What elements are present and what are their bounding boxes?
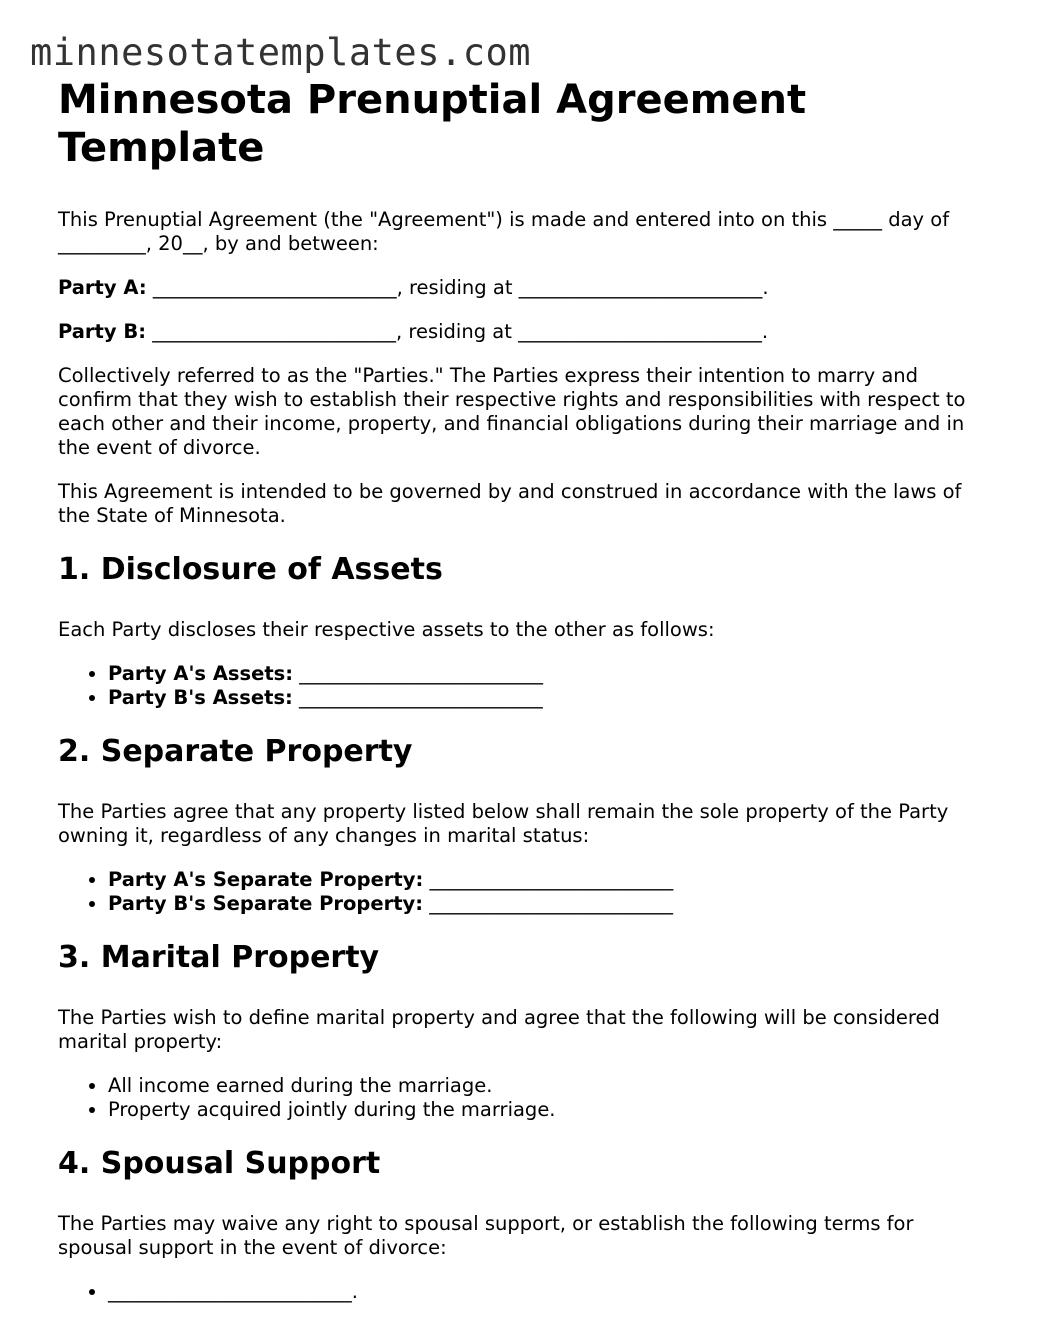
section-2-list	[58, 868, 988, 916]
party-a-line	[58, 276, 988, 300]
list-item	[108, 686, 988, 710]
party-b-label: Party B:	[58, 320, 147, 343]
list-item	[108, 662, 988, 686]
page-title: Minnesota Prenuptial Agreement Template	[58, 77, 807, 171]
section-1-heading: 1. Disclosure of Assets	[58, 552, 443, 587]
watermark: minnesotatemplates.com	[30, 31, 532, 74]
governing-law-paragraph: This Agreement is intended to be governed by and construed in accordance with the laws of the State of Minnesota.	[58, 480, 962, 527]
section-2-heading: 2. Separate Property	[58, 734, 413, 769]
party-b-line	[58, 320, 988, 344]
list-item-label: Party A's Separate Property:	[108, 868, 424, 891]
section-3-list	[58, 1074, 988, 1122]
intro-paragraph: This Prenuptial Agreement (the "Agreement") is made and entered into on this _____ day of _________, 20__, by and between:	[58, 208, 950, 255]
collective-paragraph: Collectively referred to as the "Parties." The Parties express their intention to marry and confirm that they wish to establish their respective rights and responsibilities with respect to each other and their income, property, and financial obligations during their marriage and in the event of divorce.	[58, 364, 966, 459]
list-item	[108, 868, 988, 892]
document	[58, 76, 988, 1324]
list-item-label: Party B's Assets:	[108, 686, 293, 709]
list-item: • All income earned during the marriage.	[108, 1074, 988, 1098]
party-a-text: _________________________, residing at _________________________.	[146, 276, 769, 299]
party-b-text: _________________________, residing at _________________________.	[146, 320, 769, 343]
list-item-text: _________________________	[423, 892, 673, 915]
section-4-body: The Parties may waive any right to spousal support, or establish the following terms for spousal support in the event of divorce:	[58, 1212, 914, 1259]
list-item	[108, 892, 988, 916]
section-3-body: The Parties wish to define marital property and agree that the following will be considered marital property:	[58, 1006, 940, 1053]
list-item-text: _________________________	[292, 686, 543, 709]
list-item-label: Party A's Assets:	[108, 662, 294, 685]
list-item: • Property acquired jointly during the marriage.	[108, 1098, 988, 1122]
section-4-list	[58, 1280, 988, 1304]
section-3-heading: 3. Marital Property	[58, 940, 380, 975]
list-item-label: Party B's Separate Property:	[108, 892, 424, 915]
list-item-text: _________________________	[293, 662, 544, 685]
list-item-text: _________________________	[423, 868, 674, 891]
list-item: • _________________________.	[108, 1280, 988, 1304]
section-4-heading: 4. Spousal Support	[58, 1146, 381, 1181]
section-1-body: Each Party discloses their respective assets to the other as follows:	[58, 618, 715, 641]
section-1-list	[58, 662, 988, 710]
section-2-body: The Parties agree that any property listed below shall remain the sole property of the Party owning it, regardless of any changes in marital status:	[58, 800, 949, 847]
party-a-label: Party A:	[58, 276, 147, 299]
